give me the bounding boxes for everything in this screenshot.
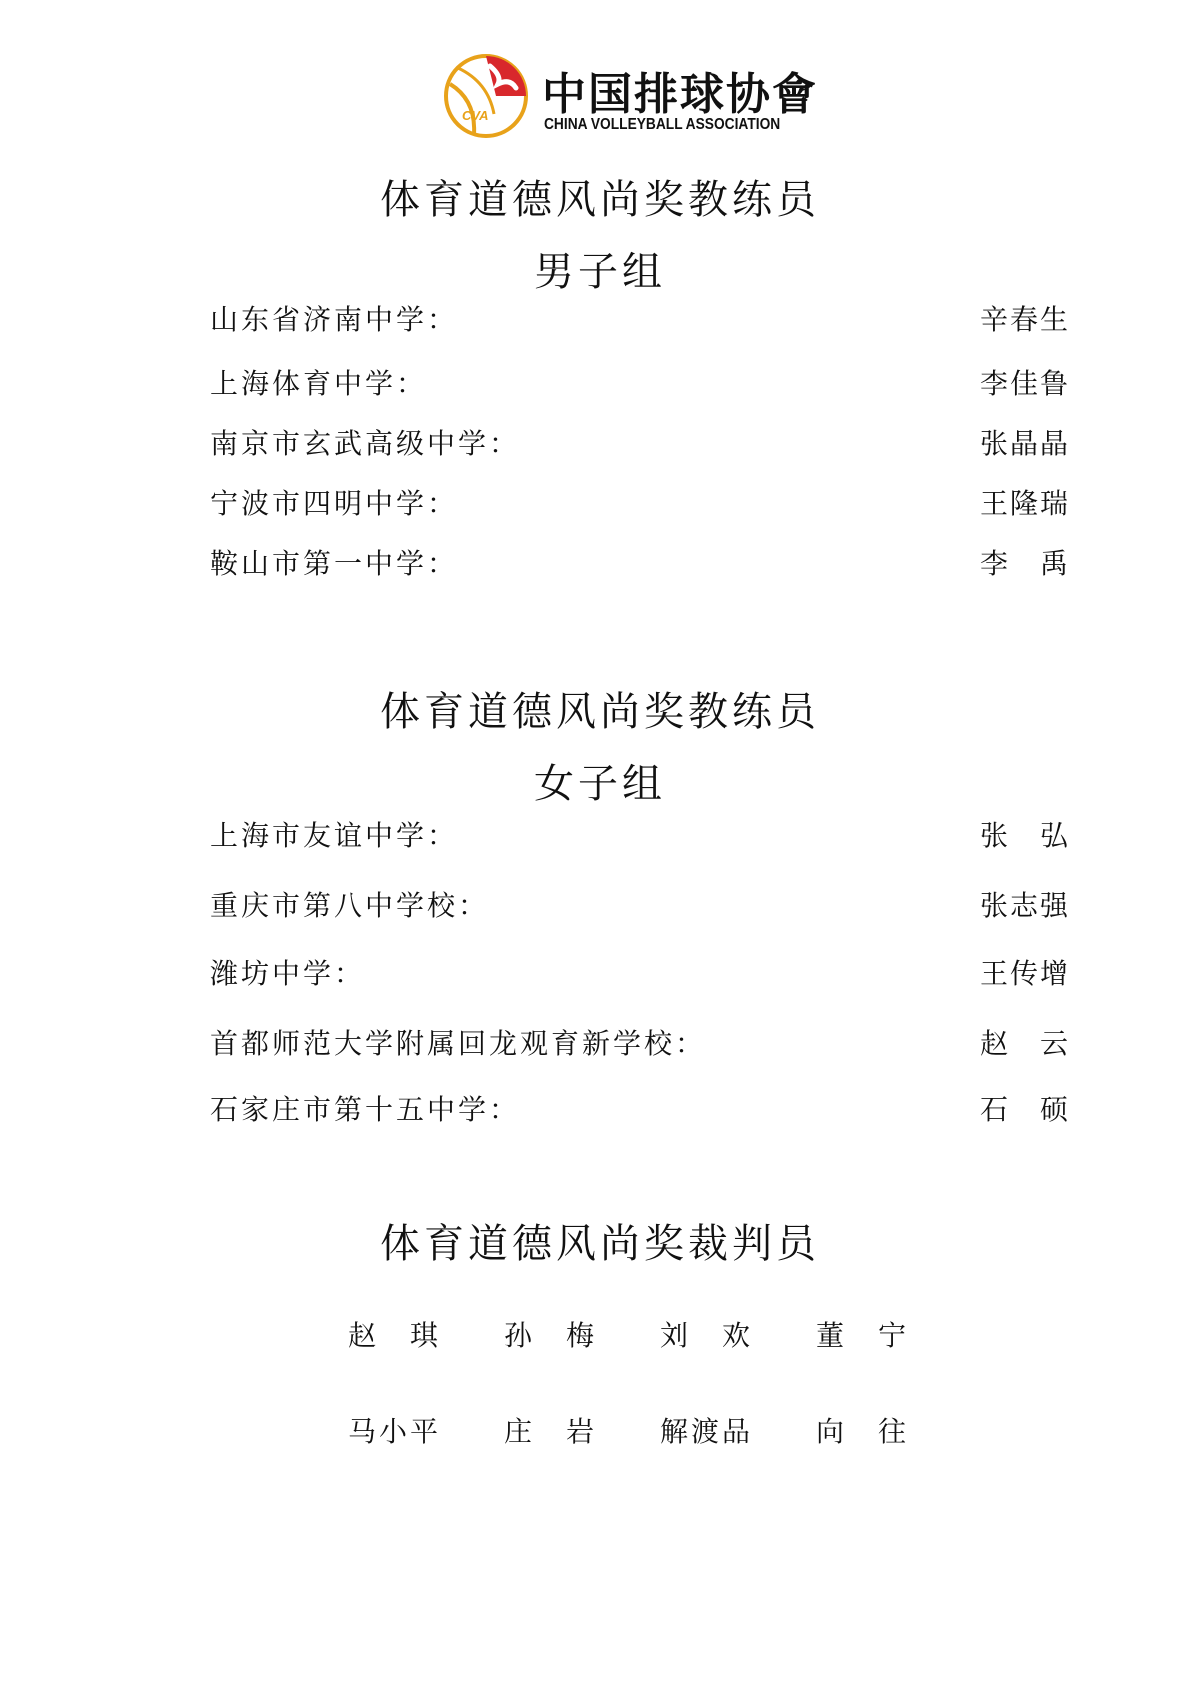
- coach-name: 王隆瑞: [979, 487, 1070, 520]
- referee-name: 向 往: [816, 1415, 910, 1448]
- women-section-title: 体育道德风尚奖教练员: [380, 689, 820, 735]
- men-section-subtitle: 男子组: [534, 249, 666, 295]
- school-name: 潍坊中学：: [210, 957, 366, 990]
- school-name: 上海市友谊中学：: [210, 819, 459, 852]
- coach-name: 石 硕: [979, 1093, 1070, 1126]
- referee-name: 解渡品: [660, 1415, 754, 1448]
- logo-chinese-name: 中国排球协會: [542, 69, 818, 120]
- award-row: [210, 952, 1070, 992]
- school-name: 石家庄市第十五中学：: [210, 1093, 521, 1126]
- coach-name: 张志强: [979, 889, 1070, 922]
- award-row: [210, 814, 1070, 854]
- logo-english-name: CHINA VOLLEYBALL ASSOCIATION: [544, 116, 781, 133]
- cva-logo: [436, 44, 818, 148]
- referee-row: [348, 1410, 948, 1450]
- coach-name: 赵 云: [979, 1027, 1070, 1060]
- coach-name: 张晶晶: [979, 427, 1070, 460]
- coach-name: 李佳鲁: [979, 367, 1070, 400]
- referee-row: [348, 1314, 948, 1354]
- school-name: 重庆市第八中学校：: [210, 889, 490, 922]
- referee-name: 马小平: [348, 1415, 442, 1448]
- coach-name: 王传增: [979, 957, 1070, 990]
- school-name: 上海体育中学：: [210, 367, 428, 400]
- men-section-title: 体育道德风尚奖教练员: [380, 177, 820, 223]
- award-row: [210, 884, 1070, 924]
- award-row: [210, 482, 1070, 522]
- award-row: [210, 1022, 1070, 1062]
- coach-name: 张 弘: [979, 819, 1070, 852]
- referee-name: 孙 梅: [504, 1319, 598, 1352]
- school-name: 首都师范大学附属回龙观育新学校：: [210, 1027, 707, 1060]
- school-name: 鞍山市第一中学：: [210, 547, 459, 580]
- award-row: [210, 1088, 1070, 1128]
- school-name: 南京市玄武高级中学：: [210, 427, 521, 460]
- cva-badge-text: CVA: [462, 108, 489, 123]
- volleyball-emblem-icon: [436, 44, 536, 144]
- referee-name: 庄 岩: [504, 1415, 598, 1448]
- coach-name: 李 禹: [979, 547, 1070, 580]
- school-name: 山东省济南中学：: [210, 303, 459, 336]
- school-name: 宁波市四明中学：: [210, 487, 459, 520]
- women-section-subtitle: 女子组: [534, 761, 666, 807]
- referee-name: 赵 琪: [348, 1319, 442, 1352]
- referees-section-title: 体育道德风尚奖裁判员: [380, 1221, 820, 1267]
- award-row: [210, 362, 1070, 402]
- award-row: [210, 542, 1070, 582]
- referee-name: 刘 欢: [660, 1319, 754, 1352]
- award-row: [210, 422, 1070, 462]
- coach-name: 辛春生: [979, 303, 1070, 336]
- award-row: [210, 298, 1070, 338]
- referee-name: 董 宁: [816, 1319, 910, 1352]
